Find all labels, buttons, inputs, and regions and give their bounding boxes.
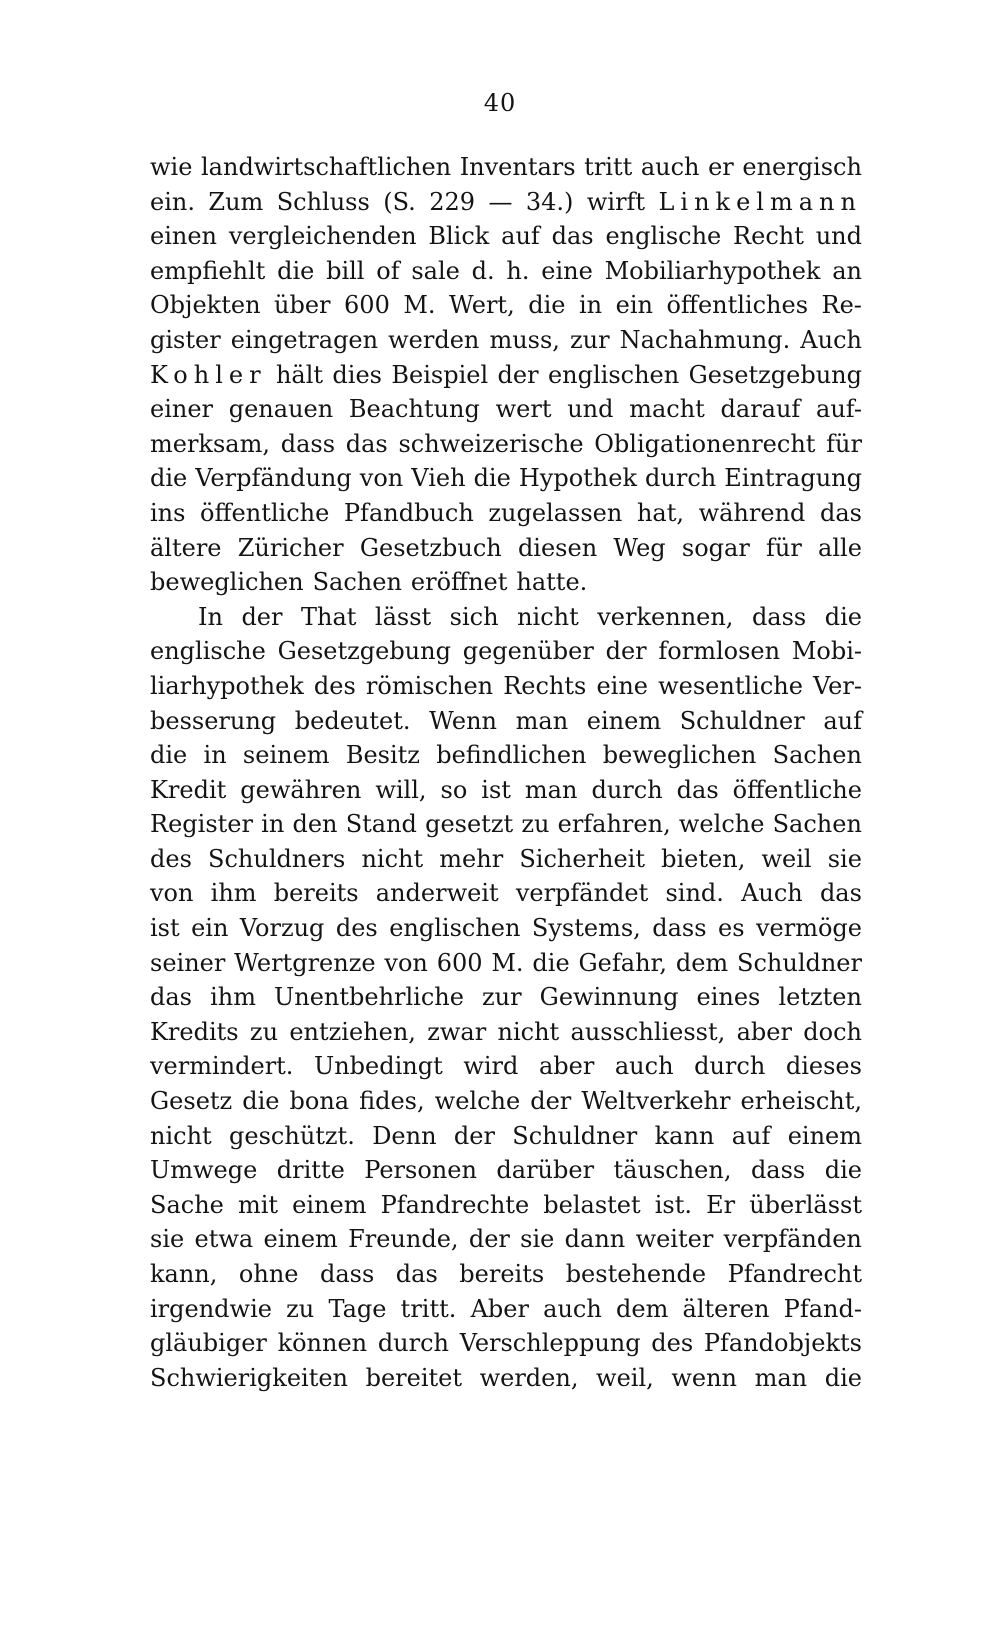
text-line: einer genauen Beachtung wert und macht darauf auf- [150, 395, 862, 424]
text-line: wie landwirtschaftlichen Inventars tritt auch er energisch [150, 153, 862, 181]
text-line: vermindert. Unbedingt wird aber auch durch dieses [150, 1052, 862, 1081]
text-line: sie etwa einem Freunde, der sie dann weiter verpfänden [150, 1225, 862, 1254]
text-line: das ihm Unentbehrliche zur Gewinnung eines letzten [150, 983, 862, 1012]
text-line: Kohler hält dies Beispiel der englischen Gesetzgebung [150, 360, 862, 389]
text-line: kann, ohne dass das bereits bestehende Pfandrecht [150, 1260, 862, 1288]
text-line: nicht geschützt. Denn der Schuldner kann auf einem [150, 1121, 862, 1150]
text-line: Schwierigkeiten bereitet werden, weil, wenn man die [150, 1363, 862, 1392]
text-line: liarhypothek des römischen Rechts eine wesentliche Ver- [150, 671, 862, 700]
text-line: Kredits zu entziehen, zwar nicht ausschliesst, aber doch [150, 1017, 862, 1046]
text-line: Gesetz die bona fides, welche der Weltverkehr erheischt, [150, 1087, 862, 1116]
text-line: die in seinem Besitz befindlichen beweglichen Sachen [150, 741, 862, 770]
text-line: ein. Zum Schluss (S. 229 — 34.) wirft Linkelmann [150, 187, 862, 216]
text-line: irgendwie zu Tage tritt. Aber auch dem älteren Pfand- [150, 1294, 862, 1323]
text-line: ins öffentliche Pfandbuch zugelassen hat, während das [150, 498, 862, 527]
text-line: des Schuldners nicht mehr Sicherheit bieten, weil sie [150, 844, 862, 873]
text-line: Kredit gewähren will, so ist man durch das öffentliche [150, 775, 862, 804]
text-line: die Verpfändung von Vieh die Hypothek durch Eintragung [150, 464, 862, 493]
text-line: Objekten über 600 M. Wert, die in ein öffentliches Re- [150, 291, 862, 320]
text-line: englische Gesetzgebung gegenüber der formlosen Mobi- [150, 637, 862, 666]
text-line: ältere Züricher Gesetzbuch diesen Weg sogar für alle [150, 533, 862, 562]
body-text [150, 150, 862, 1395]
text-line: seiner Wertgrenze von 600 M. die Gefahr, dem Schuldner [150, 948, 862, 977]
text-line: empfiehlt die bill of sale d. h. eine Mobiliarhypothek an [150, 256, 862, 285]
text-line: merksam, dass das schweizerische Obligationenrecht für [150, 429, 862, 458]
text-line: einen vergleichenden Blick auf das englische Recht und [150, 222, 862, 251]
text-line: Register in den Stand gesetzt zu erfahren, welche Sachen [150, 810, 862, 839]
text-line: von ihm bereits anderweit verpfändet sind. Auch das [150, 879, 862, 908]
text-line: ist ein Vorzug des englischen Systems, dass es vermöge [150, 914, 862, 943]
page-number: 40 [483, 89, 517, 117]
text-line: gister eingetragen werden muss, zur Nachahmung. Auch [150, 325, 862, 354]
text-line: Sache mit einem Pfandrechte belastet ist. Er überlässt [150, 1190, 862, 1219]
text-line: beweglichen Sachen eröffnet hatte. [150, 568, 588, 597]
text-line: gläubiger können durch Verschleppung des Pfandobjekts [150, 1329, 862, 1358]
text-line: besserung bedeutet. Wenn man einem Schuldner auf [150, 706, 862, 735]
text-line: Umwege dritte Personen darüber täuschen, dass die [150, 1156, 862, 1185]
text-line: In der That lässt sich nicht verkennen, dass die [198, 602, 862, 631]
